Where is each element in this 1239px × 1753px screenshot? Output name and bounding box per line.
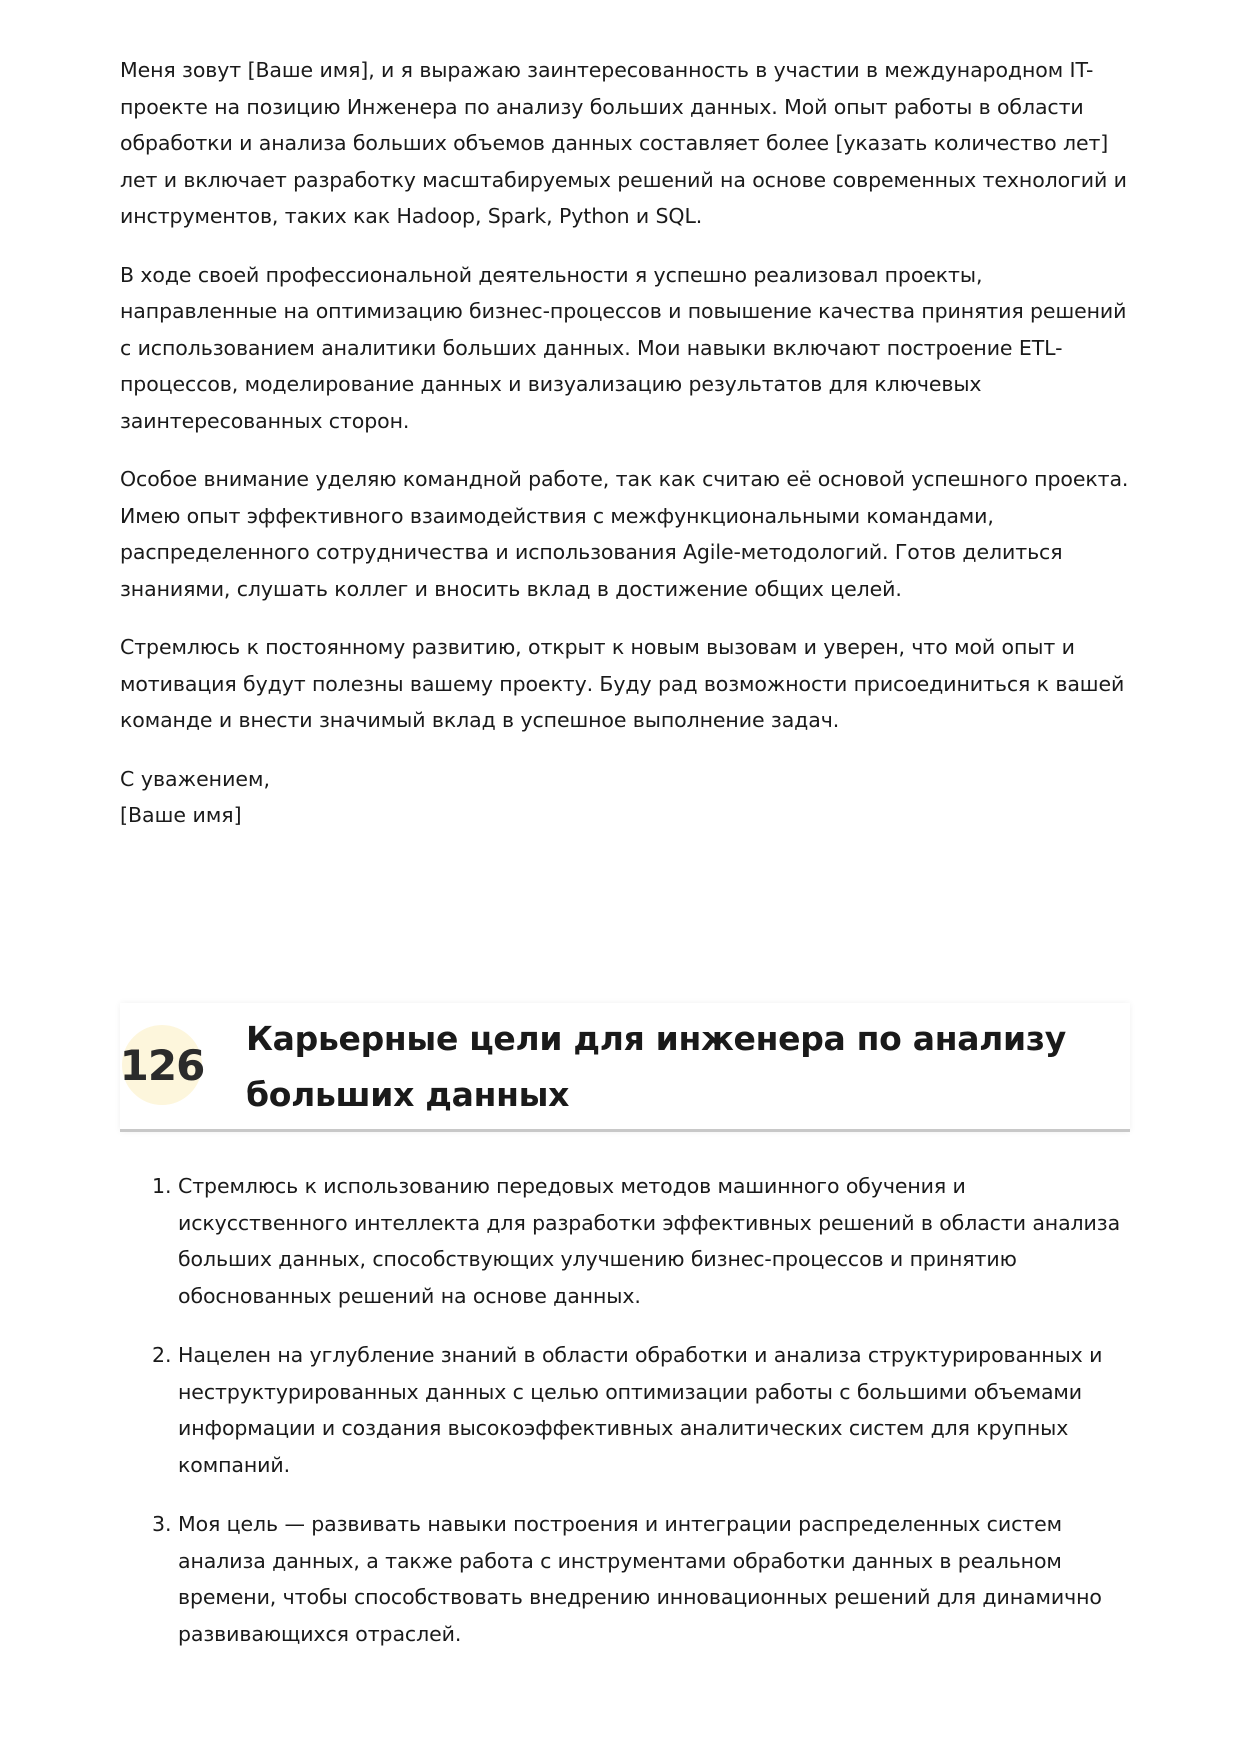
list-item-text: Стремлюсь к использованию передовых методов машинного обучения и искусственного интеллекта для разработки эффективных решений в области анализа больших данных, способствующих улучшению бизнес-процессов и принятию обоснованных решений на основе данных. — [178, 1174, 1121, 1308]
section-header — [120, 1003, 1130, 1132]
list-item-number: 1. — [152, 1174, 172, 1198]
list-item — [120, 1337, 1130, 1483]
cover-letter — [120, 52, 1130, 834]
list-item-number: 3. — [152, 1512, 172, 1536]
letter-paragraph: Особое внимание уделяю командной работе, так как считаю её основой успешного проекта. Имею опыт эффективного взаимодействия с межфункциональными командами, распределенного сотрудничества и использования Agile-методологий. Готов делиться знаниями, слушать коллег и вносить вклад в достижение общих целей. — [120, 467, 1129, 601]
list-item-text: Нацелен на углубление знаний в области обработки и анализа структурированных и неструктурированных данных с целью оптимизации работы с большими объемами информации и создания высокоэффективных аналитических систем для крупных компаний. — [178, 1343, 1103, 1477]
letter-closing: С уважением, — [120, 766, 271, 791]
goals-list — [120, 1168, 1130, 1652]
career-goals-section — [120, 1003, 1130, 1675]
letter-signature: [Ваше имя] — [120, 803, 242, 827]
letter-paragraph: Стремлюсь к постоянному развитию, открыт к новым вызовам и уверен, что мой опыт и мотивация будут полезны вашему проекту. Буду рад возможности присоединиться к вашей команде и внести значимый вклад в успешное выполнение задач. — [120, 635, 1125, 732]
letter-paragraph: В ходе своей профессиональной деятельности я успешно реализовал проекты, направленные на оптимизацию бизнес-процессов и повышение качества принятия решений с использованием аналитики больших данных. Мои навыки включают построение ETL-процессов, моделирование данных и визуализацию результатов для ключевых заинтересованных сторон. — [120, 262, 1127, 433]
section-number-badge: 126 — [122, 1025, 202, 1105]
letter-paragraph: Меня зовут [Ваше имя], и я выражаю заинтересованность в участии в международном IT-проекте на позицию Инженера по анализу больших данных. Мой опыт работы в области обработки и анализа больших объемов данных составляет более [указать количество лет] лет и включает разработку масштабируемых решений на основе современных технологий и инструментов, таких как Hadoop, Spark, Python и SQL. — [120, 58, 1127, 228]
list-item — [120, 1168, 1130, 1314]
list-item-text: Моя цель — развивать навыки построения и интеграции распределенных систем анализа данных, а также работа с инструментами обработки данных в реальном времени, чтобы способствовать внедрению инновационных решений для динамично развивающихся отраслей. — [178, 1512, 1102, 1646]
section-title: Карьерные цели для инженера по анализу больших данных — [246, 1019, 1066, 1114]
list-item-number: 2. — [152, 1343, 172, 1367]
list-item — [120, 1506, 1130, 1652]
